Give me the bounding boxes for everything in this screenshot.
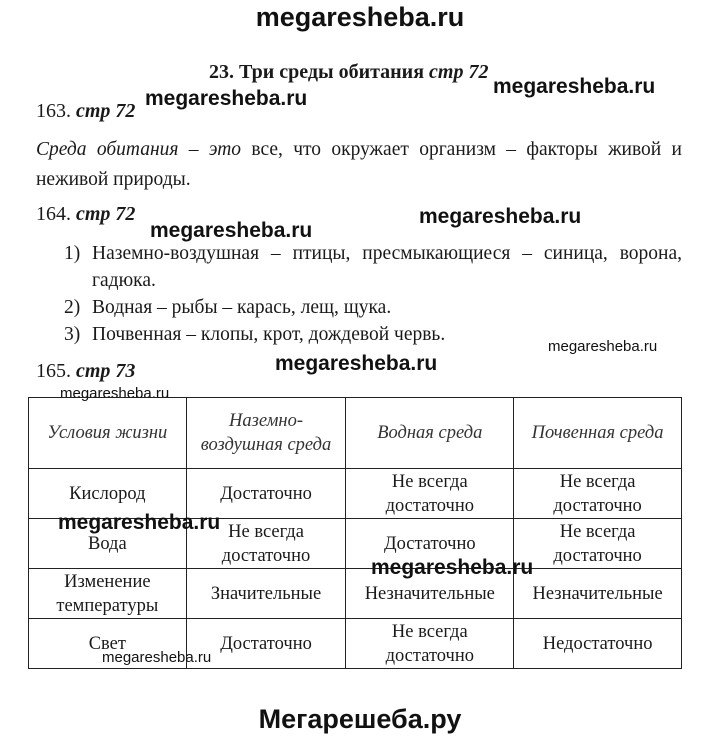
list-item xyxy=(64,294,682,321)
watermark-row3: megaresheba.ru xyxy=(371,556,534,579)
list-item-number: 3) xyxy=(64,324,81,345)
habitat-list xyxy=(64,240,682,348)
table-cell: Незначительные xyxy=(514,569,682,619)
task-163-number: 163. xyxy=(36,100,71,122)
task-165-number: 165. xyxy=(36,360,71,382)
section-page: стр 72 xyxy=(429,61,489,83)
table-header-cell: Наземно-воздушная среда xyxy=(186,398,346,469)
watermark-165: megaresheba.ru xyxy=(275,352,438,375)
list-item-text: Наземно-воздушная – птицы, пресмыкающиеся – синица, ворона, гадюка. xyxy=(92,243,682,291)
table-cell: Свет xyxy=(29,619,187,669)
task-163-page: стр 72 xyxy=(76,100,136,122)
watermark-heading: megaresheba.ru xyxy=(493,75,656,98)
table-header-cell: Водная среда xyxy=(346,398,514,469)
list-item-number: 1) xyxy=(64,243,81,264)
table-cell: Незначительные xyxy=(346,569,514,619)
table-cell: Достаточно xyxy=(186,619,346,669)
watermark-164a: megaresheba.ru xyxy=(150,219,313,242)
task-164-label xyxy=(36,203,135,226)
table-cell: Вода xyxy=(29,519,187,569)
task-163-label xyxy=(36,100,135,123)
task-163-definition xyxy=(36,135,682,195)
task-165-page: стр 73 xyxy=(76,360,136,382)
watermark-163: megaresheba.ru xyxy=(145,87,308,110)
table-header-cell: Условия жизни xyxy=(29,398,187,469)
section-title: 23. Три среды обитания xyxy=(209,61,425,83)
table-cell: Изменение температуры xyxy=(29,569,187,619)
table-row xyxy=(29,569,682,619)
table-header-row xyxy=(29,398,682,469)
table-cell: Не всегда достаточно xyxy=(186,519,346,569)
table-cell: Не всегда достаточно xyxy=(514,469,682,519)
list-item-text: Водная – рыбы – карась, лещ, щука. xyxy=(92,297,392,318)
section-heading xyxy=(209,61,488,84)
table-header-cell: Почвенная среда xyxy=(514,398,682,469)
list-item xyxy=(64,240,682,294)
table-cell: Не всегда достаточно xyxy=(514,519,682,569)
table-cell: Достаточно xyxy=(186,469,346,519)
list-item-number: 2) xyxy=(64,297,81,318)
task-164-number: 164. xyxy=(36,203,71,225)
table-cell: Кислород xyxy=(29,469,187,519)
table-cell: Не всегда достаточно xyxy=(346,619,514,669)
watermark-small-table: megaresheba.ru xyxy=(60,385,170,402)
definition-text: все, что окружает организм – факторы живой и неживой природы. xyxy=(36,139,682,190)
watermark-small-right: megaresheba.ru xyxy=(548,338,658,355)
watermark-small-bottom: megaresheba.ru xyxy=(102,649,212,666)
watermark-164b: megaresheba.ru xyxy=(419,205,582,228)
table-cell: Достаточно xyxy=(346,519,514,569)
table-cell: Значительные xyxy=(186,569,346,619)
definition-term: Среда обитания – это xyxy=(36,139,242,160)
table-cell: Недостаточно xyxy=(514,619,682,669)
footer-brand: Мегарешеба.ру xyxy=(258,704,462,734)
watermark-row2: megaresheba.ru xyxy=(58,511,221,534)
task-164-page: стр 72 xyxy=(76,203,136,225)
watermark-top: megaresheba.ru xyxy=(255,2,465,32)
table-cell: Не всегда достаточно xyxy=(346,469,514,519)
task-165-label xyxy=(36,360,135,383)
list-item-text: Почвенная – клопы, крот, дождевой червь. xyxy=(92,324,446,345)
